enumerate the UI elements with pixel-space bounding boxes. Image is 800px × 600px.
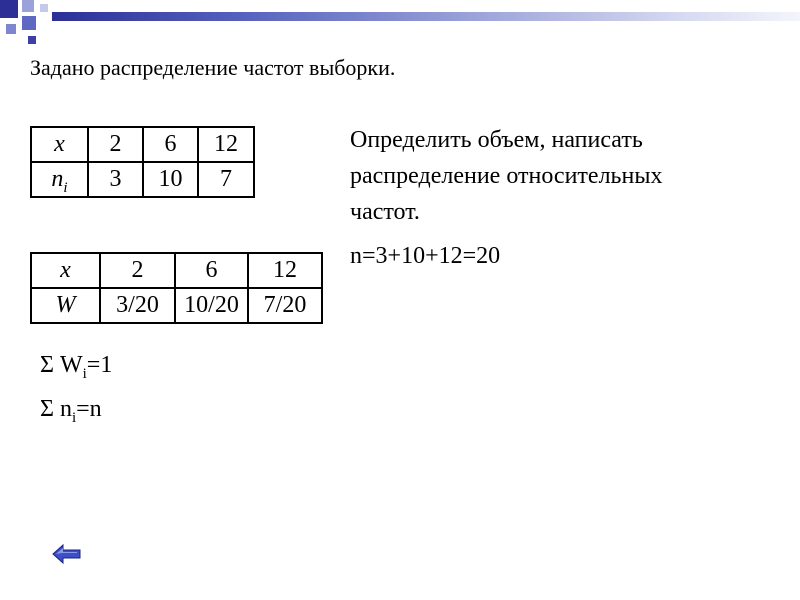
corner-decoration xyxy=(0,0,60,48)
sigma-symbol: Σ xyxy=(40,352,54,378)
var-name: n xyxy=(59,396,72,422)
table-cell: 6 xyxy=(143,127,198,162)
task-line: Определить объем, написать xyxy=(350,127,643,153)
table-cell: 7 xyxy=(198,162,254,197)
table-cell-header-ni xyxy=(31,162,88,197)
sum-w-formula xyxy=(40,352,113,382)
table-row xyxy=(31,288,322,323)
table-cell: 2 xyxy=(88,127,143,162)
sum-n-formula xyxy=(40,396,102,426)
back-arrow-icon xyxy=(52,543,82,565)
table-cell: 2 xyxy=(100,253,175,288)
table-row xyxy=(31,162,254,197)
subscript: i xyxy=(63,180,68,196)
var-name: n xyxy=(51,166,64,192)
table-cell: 3 xyxy=(88,162,143,197)
subscript: i xyxy=(71,410,77,426)
table-cell: 12 xyxy=(198,127,254,162)
header-gradient-bar xyxy=(52,12,800,21)
table-row xyxy=(31,127,254,162)
frequency-table xyxy=(30,126,255,198)
task-text xyxy=(350,122,780,230)
table-cell-header-w: W xyxy=(31,288,100,323)
formula-rest: =n xyxy=(76,396,102,422)
table-cell: 6 xyxy=(175,253,248,288)
table-cell-header-x: x xyxy=(31,253,100,288)
task-line: частот. xyxy=(350,199,420,225)
sigma-symbol: Σ xyxy=(40,396,54,422)
table-cell: 12 xyxy=(248,253,322,288)
relative-frequency-table xyxy=(30,252,323,324)
sample-size-formula: n=3+10+12=20 xyxy=(350,243,501,269)
table-cell-header-x: x xyxy=(31,127,88,162)
task-line: распределение относительных xyxy=(350,163,663,189)
table-cell: 7/20 xyxy=(248,288,322,323)
back-button[interactable] xyxy=(52,543,82,565)
table-cell: 10 xyxy=(143,162,198,197)
table-cell: 3/20 xyxy=(100,288,175,323)
var-name: W xyxy=(59,352,83,378)
subscript: i xyxy=(82,366,87,382)
slide-title: Задано распределение частот выборки. xyxy=(30,55,396,80)
table-cell: 10/20 xyxy=(175,288,248,323)
formula-rest: =1 xyxy=(86,352,113,378)
table-row xyxy=(31,253,322,288)
